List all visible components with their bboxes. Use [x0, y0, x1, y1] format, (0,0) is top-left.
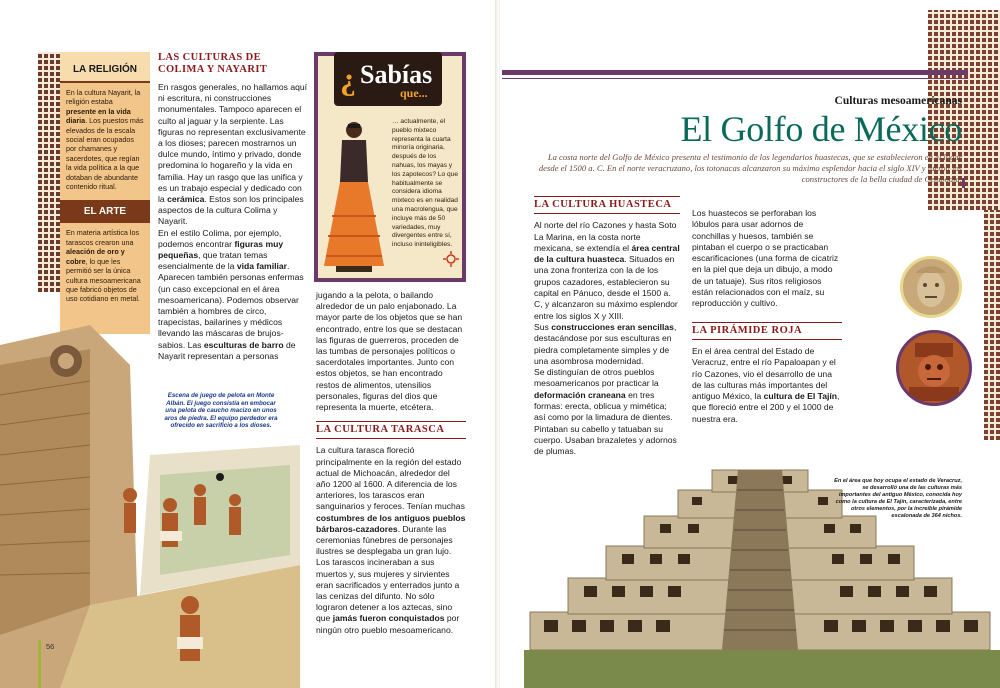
middle-column — [316, 290, 466, 636]
page-number: 56 — [46, 642, 55, 651]
sidebar-box — [60, 52, 150, 334]
religion-text: En la cultura Nayarit, la religión estaba presente en la vida diaria. Los puestos más elevados de la escala social eran ocupados por chamanes y sacerdotes, que regían la vida política a la que dotaban de abundante contenido ritual. — [66, 88, 144, 192]
huasteca-p3: Se distinguían de otros pueblos mesoamericanos por practicar la deformación craneana en tres formas: erecta, oblicua y mimética; así como por la limadura de dientes. Pintaban su cabello y tatuaban su cuerpo. Usaban brazaletes y adornos de plumas. — [534, 367, 677, 457]
piramide-text: En el área central del Estado de Veracruz, entre el río Papaloapan y el río Cazones, vio el desarrollo de una de las culturas más importantes del antiguo México, la cultura de El Tajín, que floreció entre el 200 y el 1000 de nuestra era. — [692, 345, 840, 424]
huasteca-col2-text: Los huastecos se perforaban los lóbulos para usar adornos de conchillas y huesos, también se pintaban el cuerpo o se practicaban escarificaciones (una forma de cicatriz en la piel que deja un dibujo, a modo de un tatuaje). Sus ritos religiosos están relacionados con el maíz, su reproducción y cultivo. — [692, 208, 839, 309]
tarasca-text: La cultura tarasca floreció principalmente en la región del estado actual de Michoacán, alrededor del año 1200 al 1600. A diferencia de los anteriores, los tarascos eran sanguinarios y feroces. Tenían muchas costumbres de los antiguos pueblos bárbaros-cazadores. Durante las ceremonias fúnebres de personajes ilustres se desplegaba un gran lujo. Los tarascos incineraban a sus muertos y, sus mujeres y sirvientes eran sacrificados y enterrados junto a las cenizas del difunto. No sólo lograron detener a los aztecas, sino que jamás fueron conquistados por ningún otro pueblo mesoamericano. — [316, 445, 466, 635]
tajin-figure-image — [896, 330, 972, 406]
huasteca-p2: Sus construcciones eran sencillas, destacándose por sus esculturas en piedra completamente simples y de una asombrosa modernidad. — [534, 321, 677, 366]
art-title: EL ARTE — [60, 200, 150, 223]
ball-game-illustration — [0, 305, 300, 688]
sun-icon — [442, 250, 460, 268]
lead-paragraph: La costa norte del Golfo de México presenta el testimonio de los legendarios huastecas, que se establecieron en el lugar desde el 1500 a. C. En el norte veracruzano, los totonacas alcanzaron su máximo esplendor hacia el siglo XIV y fueron los constructores de la bella ciudad de Cempoala. — [538, 152, 962, 184]
colima-title: LAS CULTURAS DE COLIMA Y NAYARIT — [158, 52, 268, 75]
tarasca-title: LA CULTURA TARASCA — [316, 421, 466, 439]
mixtec-woman-image — [322, 116, 386, 274]
huastec-mask-image — [900, 256, 962, 318]
greek-fret-side — [984, 210, 1000, 440]
religion-title: LA RELIGIÓN — [60, 52, 150, 83]
pyramid-caption: En el área que hoy ocupa el estado de Veracruz, se desarrolló una de las culturas más importantes del antiguo México, conocida hoy como la cultura de El Tajín, caracterizada, entre otros elementos, por la increíble pirámide escalonada de 364 nichos. — [834, 478, 962, 519]
huasteca-p1: Al norte del río Cazones y hasta Soto La Marina, en la costa norte mexicana, se extendía el área central de la cultura huasteca. Situados en una zona fronteriza con la de los grupos cazadores, establecieron su capital en Pánuco, desde el 1500 a. C, y alcanzaron su máximo esplendor entre los siglos X y XIII. — [534, 220, 680, 321]
greek-fret-border — [38, 52, 60, 292]
middle-text: jugando a la pelota, o bailando alrededor de un palo enjabonado. La mayor parte de los objetos que se han encontrado, entre los que se destacan las figuras de guerreros, proceden de las tumbas de personajes políticos o sacerdotales importantes. Junto con estos objetos, se han encontrado restos de alimentos, utensilios personales, figuras del dios que representa la muerte, etcétera. — [316, 290, 463, 413]
art-text: En materia artística los tarascos crearon una aleación de oro y cobre, lo que les permitió ser la única cultura mesoamericana que fabricó objetos de uso cotidiano en metal. — [66, 228, 141, 304]
colima-text: En rasgos generales, no hallamos aquí ni escritura, ni construcciones monumentales. Tampoco aparecen el culto al jaguar y la serpiente. Las figuras no representan exclusivamente a los dioses; parecen mostrarnos un dulce mundo, íntimo y privado, donde predomina lo hogareño y la vida en familia. Hay un rasgo que las unifica y es un trabajo especial y dedicado con la cerámica. Estos son los principales aspectos de la cultura Colima y Nayarit. En el estilo Colima, por ejemplo, podemos encontrar figuras muy pequeñas, que tratan temas esencialmente de la vida familiar. Aparecen también personas enfermas (un caso excepcional en el área mesoamericana). Podemos observar también a hombres de circo, trapecistas, bailarines y médicos llevando las máscaras de brujos-sabios. Las esculturas de barro de Nayarit representan a personas — [158, 82, 308, 361]
sabias-que-box — [314, 52, 466, 282]
piramide-title: LA PIRÁMIDE ROJA — [692, 322, 842, 340]
right-page — [500, 0, 1000, 688]
scene-caption: Escena de juego de pelota en Monte Albán. El juego consistía en embocar una pelota de caucho macizo en unos aros de piedra. El equipo perdedor era ofrecido en sacrificio a los dioses. — [164, 392, 278, 430]
huasteca-title: LA CULTURA HUASTECA — [534, 196, 680, 214]
sabias-que-logo: ¿ Sabías que... — [334, 52, 442, 106]
section-kicker: Culturas mesoamericanas — [834, 95, 962, 107]
page-title: El Golfo de México — [680, 109, 962, 149]
huasteca-column-2 — [692, 208, 842, 425]
huasteca-column — [534, 196, 680, 458]
left-page — [0, 0, 497, 688]
sabias-que-text: … actualmente, el pueblo mixteco representa la cuarta minoría originaria, después de los nahuas, los mayas y los zapotecos? Lo que habitualmente se considera idioma mixteco es en realidad una macrolengua, que incluye más de 50 variedades, muy divergentes entre sí, incluso ininteligibles. — [392, 118, 458, 249]
